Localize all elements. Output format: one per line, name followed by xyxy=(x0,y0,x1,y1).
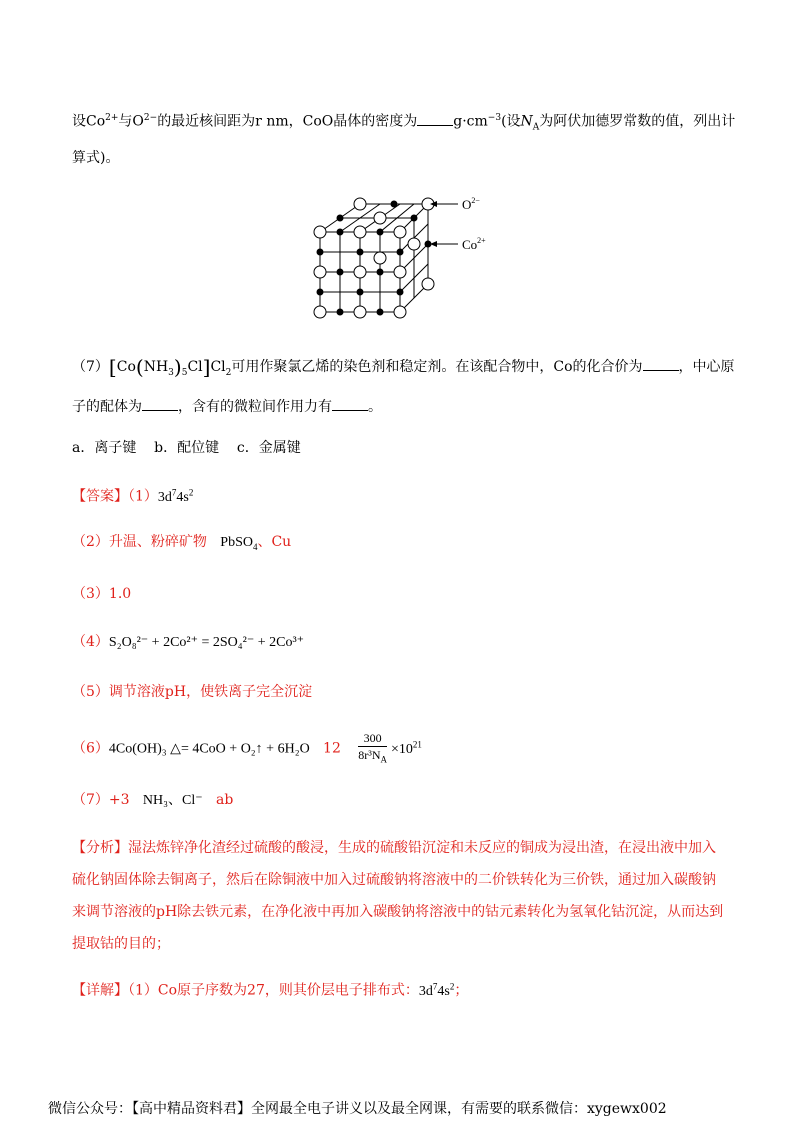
answer-4 xyxy=(72,632,304,653)
answer-6-number: 12 xyxy=(323,740,341,757)
q7-formula: Cl xyxy=(187,359,203,375)
answer-blank[interactable] xyxy=(417,111,453,126)
answer-7 xyxy=(72,790,233,811)
q7-formula: Co xyxy=(116,359,136,375)
answer-6-equation: 4Co(OH)₃ △= 4CoO + O₂↑ + 6H₂O xyxy=(108,741,310,757)
analysis-line-3 xyxy=(72,902,723,922)
q7-text: ，中心原 xyxy=(678,359,735,375)
q7-text: 。 xyxy=(368,399,382,415)
answer-text: （3）1.0 xyxy=(72,586,132,602)
q7-options-text: a．离子键 b．配位键 c．金属键 xyxy=(72,440,301,456)
analysis-line-1 xyxy=(72,838,716,858)
answer-number: （4） xyxy=(72,634,109,650)
analysis-line-4 xyxy=(72,934,170,954)
answer-text: （5）调节溶液pH，使铁离子完全沉淀 xyxy=(72,684,313,700)
answer-text: （2）升温、粉碎矿物 xyxy=(72,534,207,550)
answer-text: ab xyxy=(215,792,234,808)
answer-number: （6） xyxy=(72,740,109,757)
q6-sup: 2+ xyxy=(105,113,119,123)
q6-text: 的最近核间距为r nm，CoO晶体的密度为 xyxy=(157,113,418,130)
answer-2 xyxy=(72,532,291,557)
answer-6 xyxy=(72,730,422,767)
answer-4-equation: S₂O₈²⁻ + 2Co²⁺ = 2SO₄²⁻ + 2Co³⁺ xyxy=(108,635,305,650)
detail-formula: $3d^74s^2$ xyxy=(418,981,455,999)
analysis-line-2 xyxy=(72,870,716,890)
q7-text: ，含有的微粒间作用力有 xyxy=(178,399,332,415)
q7-text: 可用作聚氯乙烯的染色剂和稳定剂。在该配合物中，Co的化合价为 xyxy=(231,359,643,375)
q6-sub: A xyxy=(532,122,540,133)
analysis-label: 【分析】 xyxy=(72,840,128,856)
q6-text: 算式)。 xyxy=(72,150,120,166)
answer-2-formula: PbSO$_4$ xyxy=(220,535,258,552)
footer-text: 微信公众号：【高中精品资料君】全网最全电子讲义以及最全网课，有需要的联系微信：xygewx002 xyxy=(48,1101,667,1117)
q6-line-2 xyxy=(72,148,119,168)
analysis-text: 湿法炼锌净化渣经过硫酸的酸浸，生成的硫酸铅沉淀和未反应的铜成为浸出渣，在浸出液中加入 xyxy=(128,840,716,856)
avogadro-symbol: N xyxy=(520,113,533,130)
answer-1 xyxy=(72,482,193,508)
answer-6-power: $\times 10^{21}$ xyxy=(391,739,422,757)
analysis-text: 提取钴的目的； xyxy=(72,936,170,952)
q6-text: 与O xyxy=(118,113,144,130)
q7-formula: NH xyxy=(143,359,169,375)
coo-crystal-figure xyxy=(300,188,520,328)
answer-text: 、Cu xyxy=(257,534,292,550)
answer-blank[interactable] xyxy=(332,396,368,411)
analysis-text: 硫化钠固体除去铜离子，然后在除铜液中加入过硫酸钠将溶液中的二价铁转化为三价铁，通过加入碳酸钠 xyxy=(72,872,716,888)
q6-unit: g·cm xyxy=(453,113,488,130)
q7-text: 子的配体为 xyxy=(72,399,142,415)
answer-blank[interactable] xyxy=(643,356,679,371)
answer-5 xyxy=(72,682,312,702)
label-co: $Co^{2+}$ xyxy=(462,236,486,252)
answer-text: （7）+3 xyxy=(72,792,130,808)
q6-text: 设Co xyxy=(72,113,106,130)
answer-number: （1） xyxy=(128,488,158,505)
answer-6-fraction: $\frac{300}{8r^3N_A}$ xyxy=(358,731,387,765)
detail-text: ； xyxy=(454,982,469,999)
answer-1-formula: $3d^74s^2$ xyxy=(157,487,194,505)
analysis-text: 来调节溶液的pH除去铁元素，在净化液中再加入碳酸钠将溶液中的钴元素转化为氢氧化钴沉淀，从而达到 xyxy=(72,904,724,920)
q6-text: 为阿伏加德罗常数的值，列出计 xyxy=(539,113,736,130)
detail-line-1 xyxy=(72,976,468,1002)
q7-sub: 5 xyxy=(181,367,188,378)
q7-line-1: $(7)[Co(NH_3)_5Cl]Cl_2$可用作聚氯乙烯的染色剂和稳定剂。在该配合物中，Co的化合价为 ，中心原 xyxy=(72,355,735,379)
q7-line-2 xyxy=(72,396,382,417)
q6-sup: 2− xyxy=(143,113,158,123)
detail-label: 【详解】 xyxy=(72,982,128,999)
footer-wechat-notice xyxy=(48,1098,667,1118)
answer-label: 【答案】 xyxy=(72,488,128,505)
q7-number: （7） xyxy=(72,359,109,375)
q6-sup: −3 xyxy=(487,113,502,123)
q7-sub: 3 xyxy=(168,367,174,378)
q7-sub: 2 xyxy=(225,367,232,378)
label-o: $O^{2-}$ xyxy=(462,196,480,212)
q6-line-1 xyxy=(72,108,735,137)
q7-formula: Cl xyxy=(210,359,226,375)
q7-options xyxy=(72,438,301,458)
answer-7-ligands: NH₃、Cl⁻ xyxy=(142,793,203,808)
q6-text: (设 xyxy=(501,113,521,130)
detail-text: （1）Co原子序数为27，则其价层电子排布式： xyxy=(128,982,419,999)
answer-3 xyxy=(72,584,131,604)
answer-blank[interactable] xyxy=(142,396,178,411)
